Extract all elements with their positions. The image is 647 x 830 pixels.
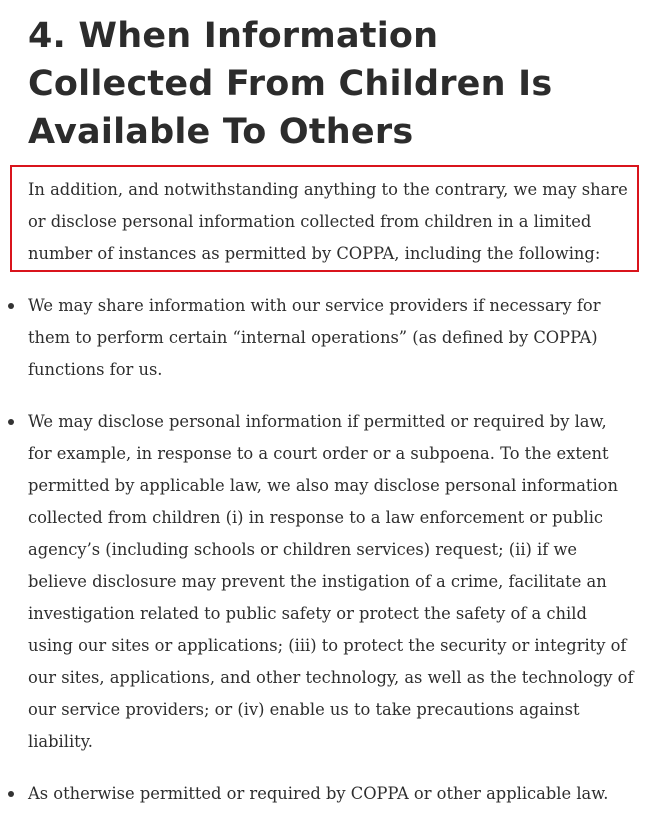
bullet-text: As otherwise permitted or required by COPPA or other applicable law.: [28, 784, 609, 803]
bullet-list: [28, 290, 634, 830]
section-title: 4. When Information Collected From Children Is Available To Others: [28, 16, 553, 152]
bullet-text: We may share information with our service providers if necessary for them to perform certain “internal operations” (as defined by COPPA) functions for us.: [28, 296, 601, 379]
bullet-text: We may disclose personal information if permitted or required by law, for example, in response to a court order or a subpoena. To the extent permitted by applicable law, we also may disclose personal information collected from children (i) in response to a law enforcement or public agency’s (including schools or children services) request; (ii) if we believe disclosure may prevent the instigation of a crime, facilitate an investigation related to public safety or protect the safety of a child using our sites or applications; (iii) to protect the security or integrity of our sites, applications, and other technology, as well as the technology of our service providers; or (iv) enable us to take precautions against liability.: [28, 412, 634, 751]
bullet-dot-icon: [8, 419, 14, 425]
bullet-dot-icon: [8, 791, 14, 797]
list-item: [28, 406, 634, 758]
list-item: [28, 778, 634, 810]
list-item: [28, 290, 634, 386]
bullet-dot-icon: [8, 303, 14, 309]
intro-paragraph: In addition, and notwithstanding anything to the contrary, we may share or disclose personal information collected from children in a limited number of instances as permitted by COPPA, including the following:: [28, 180, 628, 263]
